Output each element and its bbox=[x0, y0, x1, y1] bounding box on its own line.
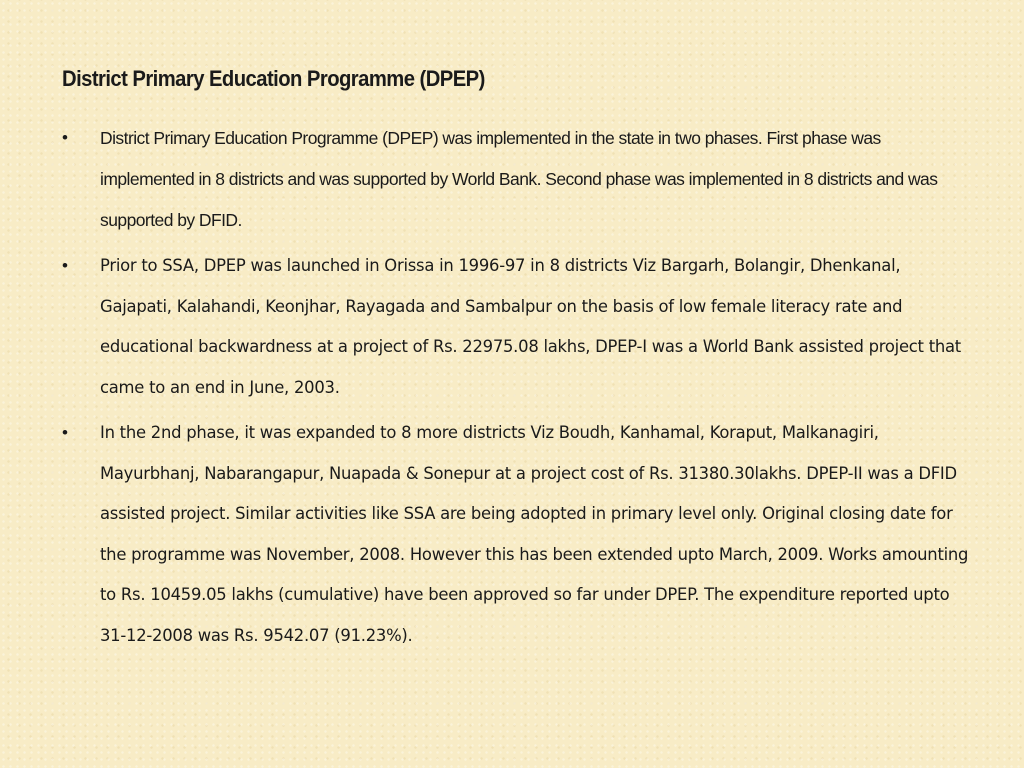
bullet-list bbox=[62, 118, 967, 661]
bullet-text: Prior to SSA, DPEP was launched in Orissa in 1996-97 in 8 districts Viz Bargarh, Bolangir, Dhenkanal, Gajapati, Kalahandi, Keonjhar, Rayagada and Sambalpur on the basis of low female literacy rate and educational backwardness at a project of Rs. 22975.08 lakhs, DPEP-I was a World Bank assisted project that came to an end in June, 2003. bbox=[100, 256, 961, 397]
bullet-marker: • bbox=[62, 423, 68, 442]
bullet-item bbox=[62, 118, 967, 241]
bullet-item bbox=[62, 413, 967, 656]
slide-title: District Primary Education Programme (DPEP) bbox=[62, 66, 485, 91]
bullet-marker: • bbox=[62, 256, 68, 275]
bullet-marker: • bbox=[62, 128, 68, 147]
bullet-text: District Primary Education Programme (DPEP) was implemented in the state in two phases. First phase was implemented in 8 districts and was supported by World Bank. Second phase was implemented in 8 districts and was supported by DFID. bbox=[100, 128, 938, 230]
bullet-item bbox=[62, 246, 967, 408]
bullet-text: In the 2nd phase, it was expanded to 8 more districts Viz Boudh, Kanhamal, Koraput, Malkanagiri, Mayurbhanj, Nabarangapur, Nuapada & Sonepur at a project cost of Rs. 31380.30lakhs. DPEP-II was a DFID assisted project. Similar activities like SSA are being adopted in primary level only. Original closing date for the programme was November, 2008. However this has been extended upto March, 2009. Works amounting to Rs. 10459.05 lakhs (cumulative) have been approved so far under DPEP. The expenditure reported upto 31-12-2008 was Rs. 9542.07 (91.23%). bbox=[100, 423, 969, 645]
